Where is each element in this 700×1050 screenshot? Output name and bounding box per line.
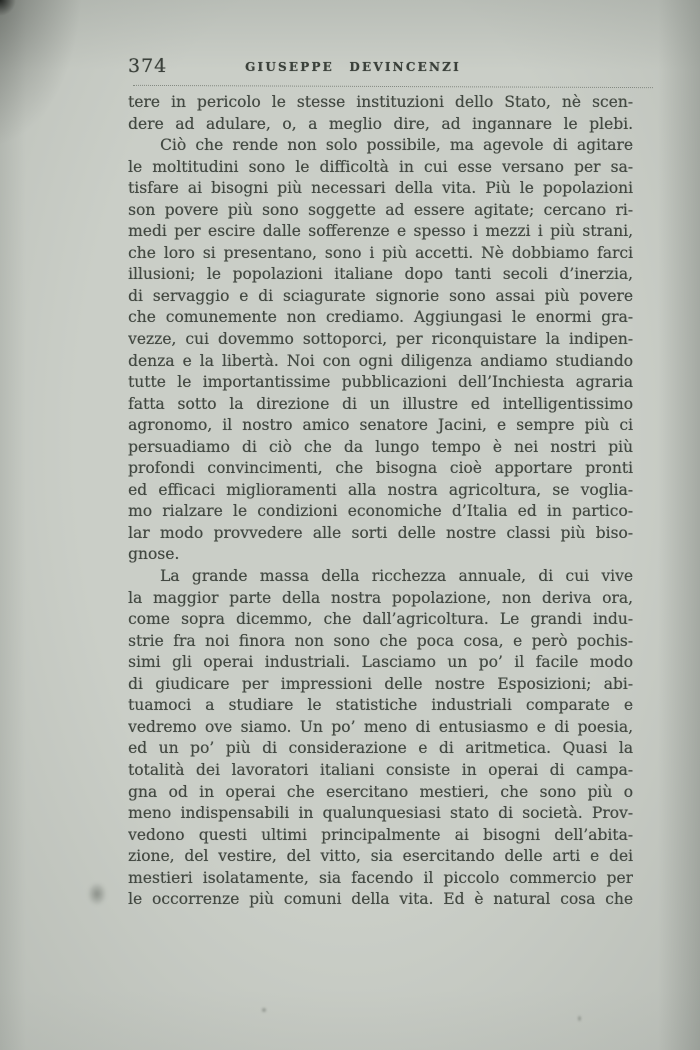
text-line: tutte le importantissime pubblicazioni dell’Inchiesta agraria bbox=[128, 373, 633, 392]
text-line: di giudicare per impressioni delle nostre Esposizioni; abi- bbox=[128, 674, 633, 693]
text-line: vezze, cui dovemmo sottoporci, per riconquistare la indipen- bbox=[128, 330, 633, 349]
text-line: totalità dei lavoratori italiani consiste in operai di campa- bbox=[128, 760, 633, 779]
ink-smudge bbox=[88, 883, 106, 905]
text-line: vedono questi ultimi principalmente ai bisogni dell’abita- bbox=[128, 825, 633, 844]
text-line: come sopra dicemmo, che dall’agricoltura. Le grandi indu- bbox=[128, 610, 633, 629]
text-line: denza e la libertà. Noi con ogni diligenza andiamo studiando bbox=[128, 351, 633, 370]
text-line: tisfare ai bisogni più necessari della vita. Più le popolazioni bbox=[128, 179, 633, 198]
header-dotted-rule bbox=[133, 77, 653, 88]
text-line: La grande massa della ricchezza annuale, di cui vive bbox=[160, 567, 633, 586]
page-number: 374 bbox=[128, 55, 168, 77]
text-line: gna od in operai che esercitano mestieri, che sono più o bbox=[128, 782, 633, 801]
text-line: fatta sotto la direzione di un illustre ed intelligentissimo bbox=[128, 394, 633, 413]
text-line: Ciò che rende non solo possibile, ma agevole di agitare bbox=[160, 136, 633, 155]
text-line: tuamoci a studiare le statistiche industriali comparate e bbox=[128, 696, 633, 715]
text-line: mo rialzare le condizioni economiche d’Italia ed in partico- bbox=[128, 502, 633, 521]
text-line: lar modo provvedere alle sorti delle nostre classi più biso- bbox=[128, 523, 633, 542]
text-line: persuadiamo di ciò che da lungo tempo è nei nostri più bbox=[128, 437, 633, 456]
text-body bbox=[128, 92, 633, 911]
text-line: la maggior parte della nostra popolazione, non deriva ora, bbox=[128, 588, 633, 607]
text-line: di servaggio e di sciagurate signorie sono assai più povere bbox=[128, 286, 633, 305]
paper-speck bbox=[262, 1008, 266, 1012]
text-line: agronomo, il nostro amico senatore Jacini, e sempre più ci bbox=[128, 416, 633, 435]
text-line: meno indispensabili in qualunquesiasi stato di società. Prov- bbox=[128, 804, 633, 823]
text-line: tere in pericolo le stesse instituzioni dello Stato, nè scen- bbox=[128, 93, 633, 111]
text-line: illusioni; le popolazioni italiane dopo tanti secoli d’inerzia, bbox=[128, 265, 633, 284]
text-line: vedremo ove siamo. Un po’ meno di entusiasmo e di poesia, bbox=[128, 717, 633, 736]
text-line: ed un po’ più di considerazione e di aritmetica. Quasi la bbox=[128, 739, 633, 758]
text-line: che loro si presentano, sono i più accetti. Nè dobbiamo farci bbox=[128, 243, 633, 262]
text-line: gnose. bbox=[128, 545, 180, 564]
text-line: medi per escire dalle sofferenze e spesso i mezzi i più strani, bbox=[128, 222, 633, 241]
text-line: zione, del vestire, del vitto, sia esercitando delle arti e dei bbox=[128, 847, 633, 866]
text-line: son povere più sono soggette ad essere agitate; cercano ri- bbox=[128, 200, 633, 219]
text-line: strie fra noi finora non sono che poca cosa, e però pochis- bbox=[128, 631, 633, 650]
text-line: simi gli operai industriali. Lasciamo un po’ il facile modo bbox=[128, 653, 633, 672]
text-line: le occorrenze più comuni della vita. Ed è natural cosa che bbox=[128, 890, 633, 909]
text-line: che comunemente non crediamo. Aggiungasi le enormi gra- bbox=[128, 308, 633, 327]
paper-speck bbox=[578, 1016, 581, 1021]
text-line: mestieri isolatamente, sia facendo il piccolo commercio per bbox=[128, 868, 633, 887]
text-line: dere ad adulare, o, a meglio dire, ad ingannare le plebi. bbox=[128, 114, 633, 133]
text-line: ed efficaci miglioramenti alla nostra agricoltura, se voglia- bbox=[128, 480, 633, 499]
text-line: le moltitudini sono le difficoltà in cui esse versano per sa- bbox=[128, 157, 633, 176]
text-line: profondi convincimenti, che bisogna cioè apportare pronti bbox=[128, 459, 633, 478]
running-head: GIUSEPPE DEVINCENZI bbox=[245, 60, 461, 74]
